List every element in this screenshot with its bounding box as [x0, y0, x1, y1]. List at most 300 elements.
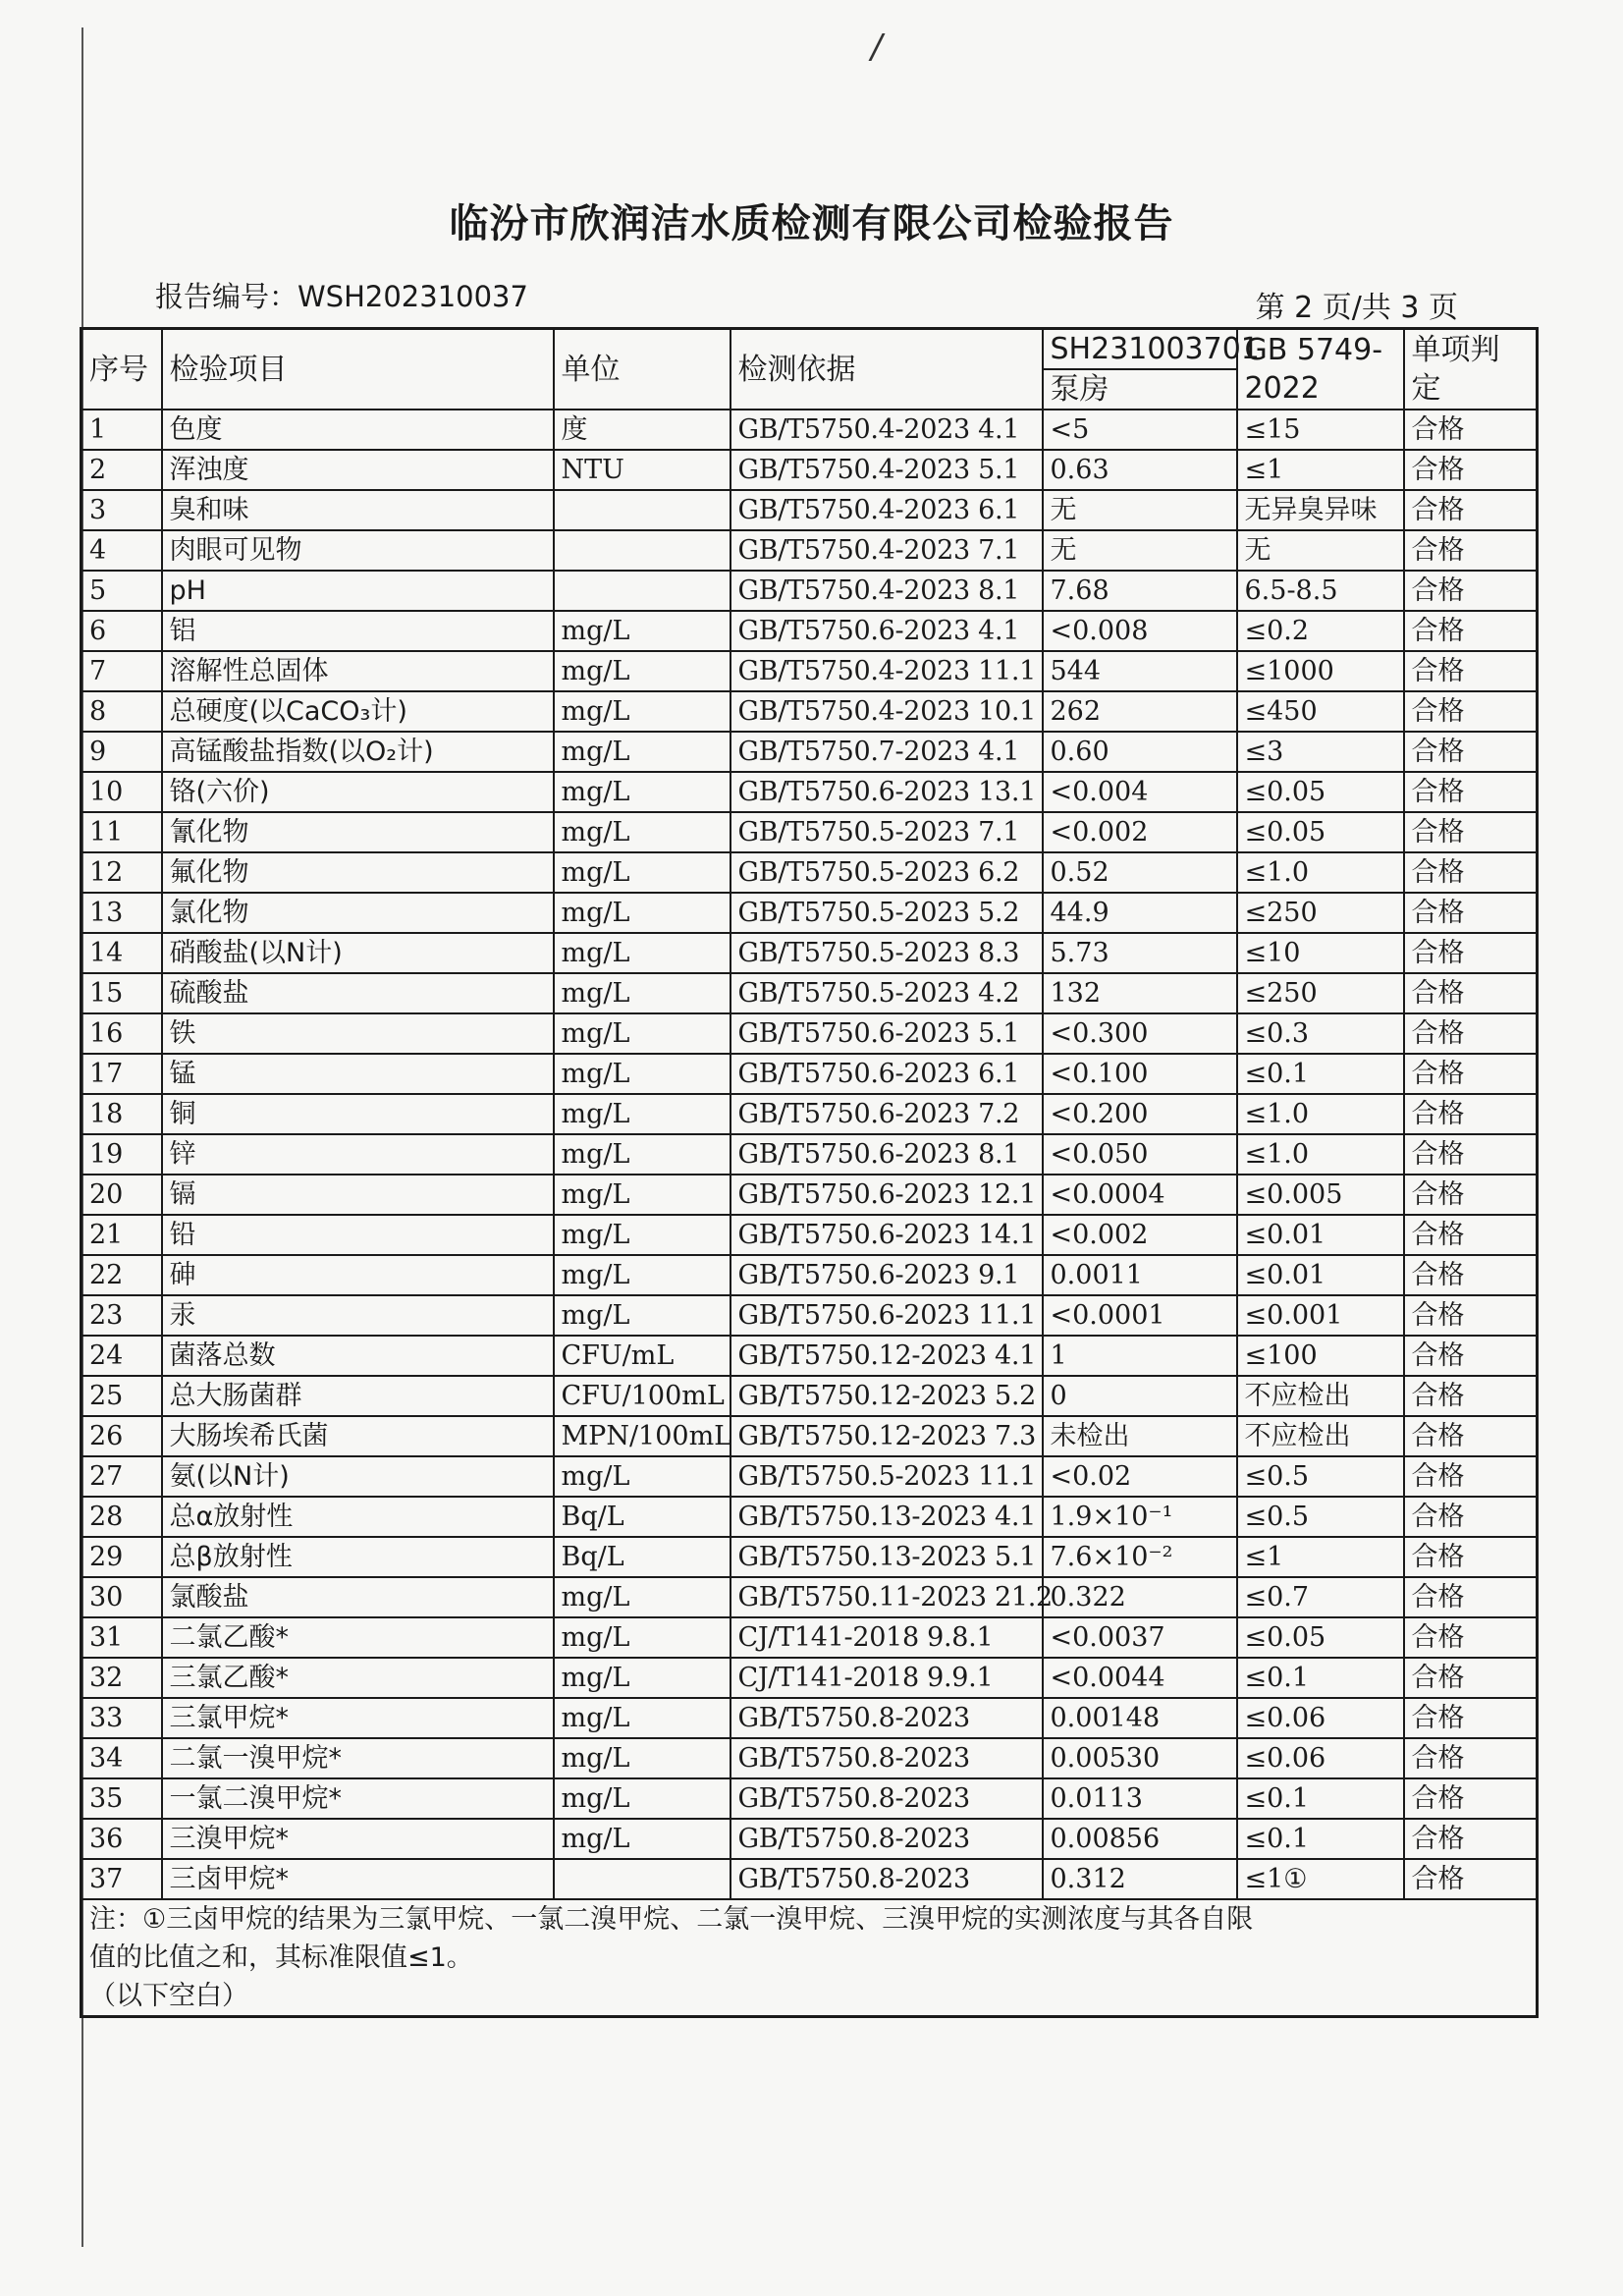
- row-limit: ≤0.2: [1237, 611, 1404, 651]
- table-row: [81, 1819, 1538, 1859]
- row-limit: ≤0.3: [1237, 1013, 1404, 1054]
- row-limit: ≤0.05: [1237, 772, 1404, 812]
- row-result: <0.008: [1043, 611, 1237, 651]
- header-method: 检测依据: [730, 329, 1043, 410]
- row-item: 高锰酸盐指数(以O₂计): [162, 732, 554, 772]
- row-method: GB/T5750.4-2023 11.1: [730, 651, 1043, 691]
- table-row: [81, 1698, 1538, 1738]
- row-limit: ≤0.1: [1237, 1778, 1404, 1819]
- row-limit: ≤1.0: [1237, 1134, 1404, 1175]
- table-row: [81, 1778, 1538, 1819]
- row-limit: ≤100: [1237, 1336, 1404, 1376]
- row-method: CJ/T141-2018 9.9.1: [730, 1658, 1043, 1698]
- row-judgement: 合格: [1404, 450, 1538, 490]
- row-limit: ≤250: [1237, 893, 1404, 933]
- table-row: [81, 530, 1538, 571]
- table-row: [81, 611, 1538, 651]
- row-item: 色度: [162, 410, 554, 450]
- row-method: GB/T5750.4-2023 7.1: [730, 530, 1043, 571]
- row-limit: ≤0.05: [1237, 812, 1404, 852]
- row-limit: 无异臭异味: [1237, 490, 1404, 530]
- table-row: [81, 812, 1538, 852]
- row-limit: 6.5-8.5: [1237, 571, 1404, 611]
- row-item: 氯化物: [162, 893, 554, 933]
- row-item: 砷: [162, 1255, 554, 1295]
- row-result: 0.63: [1043, 450, 1237, 490]
- row-judgement: 合格: [1404, 1617, 1538, 1658]
- table-row: [81, 1094, 1538, 1134]
- row-method: GB/T5750.6-2023 8.1: [730, 1134, 1043, 1175]
- row-seq: 37: [81, 1859, 162, 1899]
- row-seq: 24: [81, 1336, 162, 1376]
- header-seq: 序号: [81, 329, 162, 410]
- row-unit: mg/L: [554, 1295, 730, 1336]
- row-judgement: 合格: [1404, 410, 1538, 450]
- row-item: 三溴甲烷*: [162, 1819, 554, 1859]
- row-seq: 22: [81, 1255, 162, 1295]
- row-judgement: 合格: [1404, 490, 1538, 530]
- row-seq: 17: [81, 1054, 162, 1094]
- row-seq: 12: [81, 852, 162, 893]
- row-limit: ≤1000: [1237, 651, 1404, 691]
- row-limit: ≤0.5: [1237, 1456, 1404, 1497]
- row-item: 总β放射性: [162, 1537, 554, 1577]
- row-seq: 30: [81, 1577, 162, 1617]
- row-judgement: 合格: [1404, 1497, 1538, 1537]
- table-row: [81, 1537, 1538, 1577]
- row-item: 溶解性总固体: [162, 651, 554, 691]
- row-item: pH: [162, 571, 554, 611]
- row-method: GB/T5750.8-2023: [730, 1778, 1043, 1819]
- row-item: 一氯二溴甲烷*: [162, 1778, 554, 1819]
- row-method: GB/T5750.11-2023 21.2: [730, 1577, 1043, 1617]
- row-method: GB/T5750.5-2023 5.2: [730, 893, 1043, 933]
- row-limit: ≤3: [1237, 732, 1404, 772]
- table-row: [81, 450, 1538, 490]
- row-seq: 34: [81, 1738, 162, 1778]
- row-unit: mg/L: [554, 852, 730, 893]
- row-limit: ≤10: [1237, 933, 1404, 973]
- row-result: <0.0004: [1043, 1175, 1237, 1215]
- row-judgement: 合格: [1404, 812, 1538, 852]
- row-unit: [554, 490, 730, 530]
- row-item: 锌: [162, 1134, 554, 1175]
- row-seq: 36: [81, 1819, 162, 1859]
- row-unit: mg/L: [554, 933, 730, 973]
- row-item: 铜: [162, 1094, 554, 1134]
- row-seq: 13: [81, 893, 162, 933]
- row-method: GB/T5750.5-2023 8.3: [730, 933, 1043, 973]
- row-limit: ≤15: [1237, 410, 1404, 450]
- row-judgement: 合格: [1404, 691, 1538, 732]
- row-seq: 33: [81, 1698, 162, 1738]
- row-unit: mg/L: [554, 1617, 730, 1658]
- row-seq: 26: [81, 1416, 162, 1456]
- report-title: 临汾市欣润洁水质检测有限公司检验报告: [449, 201, 1174, 246]
- row-limit: ≤0.1: [1237, 1819, 1404, 1859]
- table-row: [81, 1738, 1538, 1778]
- table-row: [81, 1295, 1538, 1336]
- row-result: <0.002: [1043, 1215, 1237, 1255]
- row-method: GB/T5750.4-2023 8.1: [730, 571, 1043, 611]
- row-result: 262: [1043, 691, 1237, 732]
- row-result: <0.0001: [1043, 1295, 1237, 1336]
- row-item: 镉: [162, 1175, 554, 1215]
- row-unit: Bq/L: [554, 1497, 730, 1537]
- row-item: 锰: [162, 1054, 554, 1094]
- row-unit: mg/L: [554, 772, 730, 812]
- row-item: 二氯乙酸*: [162, 1617, 554, 1658]
- header-judgement: 单项判定: [1404, 329, 1538, 410]
- table-row: [81, 772, 1538, 812]
- row-item: 汞: [162, 1295, 554, 1336]
- row-judgement: 合格: [1404, 1819, 1538, 1859]
- row-item: 二氯一溴甲烷*: [162, 1738, 554, 1778]
- row-seq: 21: [81, 1215, 162, 1255]
- table-row: [81, 410, 1538, 450]
- row-unit: mg/L: [554, 1778, 730, 1819]
- row-result: 0.00856: [1043, 1819, 1237, 1859]
- row-method: GB/T5750.8-2023: [730, 1698, 1043, 1738]
- row-result: <0.0037: [1043, 1617, 1237, 1658]
- row-seq: 6: [81, 611, 162, 651]
- header-unit: 单位: [554, 329, 730, 410]
- row-item: 氨(以N计): [162, 1456, 554, 1497]
- row-judgement: 合格: [1404, 852, 1538, 893]
- row-judgement: 合格: [1404, 893, 1538, 933]
- row-method: GB/T5750.8-2023: [730, 1738, 1043, 1778]
- row-seq: 4: [81, 530, 162, 571]
- row-item: 三氯乙酸*: [162, 1658, 554, 1698]
- row-limit: ≤0.05: [1237, 1617, 1404, 1658]
- row-method: GB/T5750.6-2023 12.1: [730, 1175, 1043, 1215]
- row-result: <0.200: [1043, 1094, 1237, 1134]
- row-item: 总α放射性: [162, 1497, 554, 1537]
- notes-cell: [81, 1899, 1538, 2017]
- row-method: GB/T5750.8-2023: [730, 1819, 1043, 1859]
- row-result: 0: [1043, 1376, 1237, 1416]
- header-item: 检验项目: [162, 329, 554, 410]
- row-unit: mg/L: [554, 1738, 730, 1778]
- row-result: 0.0113: [1043, 1778, 1237, 1819]
- row-item: 铅: [162, 1215, 554, 1255]
- row-judgement: 合格: [1404, 1658, 1538, 1698]
- row-item: 臭和味: [162, 490, 554, 530]
- row-unit: NTU: [554, 450, 730, 490]
- row-limit: 无: [1237, 530, 1404, 571]
- row-unit: mg/L: [554, 1013, 730, 1054]
- table-row: [81, 1577, 1538, 1617]
- row-seq: 28: [81, 1497, 162, 1537]
- row-seq: 8: [81, 691, 162, 732]
- row-method: GB/T5750.4-2023 10.1: [730, 691, 1043, 732]
- row-result: 0.60: [1043, 732, 1237, 772]
- row-seq: 11: [81, 812, 162, 852]
- row-judgement: 合格: [1404, 1336, 1538, 1376]
- row-unit: mg/L: [554, 1819, 730, 1859]
- row-seq: 35: [81, 1778, 162, 1819]
- row-limit: ≤0.5: [1237, 1497, 1404, 1537]
- row-seq: 27: [81, 1456, 162, 1497]
- row-limit: ≤1.0: [1237, 1094, 1404, 1134]
- table-row: [81, 1376, 1538, 1416]
- row-item: 肉眼可见物: [162, 530, 554, 571]
- table-row: [81, 852, 1538, 893]
- table-row: [81, 1416, 1538, 1456]
- row-limit: 不应检出: [1237, 1416, 1404, 1456]
- row-method: GB/T5750.6-2023 14.1: [730, 1215, 1043, 1255]
- row-method: GB/T5750.4-2023 6.1: [730, 490, 1043, 530]
- row-seq: 3: [81, 490, 162, 530]
- results-table: [80, 327, 1539, 2018]
- row-judgement: 合格: [1404, 530, 1538, 571]
- row-seq: 14: [81, 933, 162, 973]
- row-result: 132: [1043, 973, 1237, 1013]
- row-unit: 度: [554, 410, 730, 450]
- row-unit: mg/L: [554, 1577, 730, 1617]
- row-unit: [554, 1859, 730, 1899]
- row-judgement: 合格: [1404, 973, 1538, 1013]
- row-limit: ≤0.1: [1237, 1054, 1404, 1094]
- row-unit: mg/L: [554, 973, 730, 1013]
- row-unit: MPN/100mL: [554, 1416, 730, 1456]
- row-item: 浑浊度: [162, 450, 554, 490]
- header-standard: GB 5749-2022: [1237, 329, 1404, 410]
- row-unit: mg/L: [554, 893, 730, 933]
- row-limit: 不应检出: [1237, 1376, 1404, 1416]
- row-seq: 29: [81, 1537, 162, 1577]
- table-row: [81, 1215, 1538, 1255]
- row-result: <0.02: [1043, 1456, 1237, 1497]
- row-item: 大肠埃希氏菌: [162, 1416, 554, 1456]
- row-method: GB/T5750.6-2023 4.1: [730, 611, 1043, 651]
- row-unit: mg/L: [554, 1456, 730, 1497]
- row-method: GB/T5750.5-2023 11.1: [730, 1456, 1043, 1497]
- row-unit: CFU/mL: [554, 1336, 730, 1376]
- table-row: [81, 1336, 1538, 1376]
- row-item: 菌落总数: [162, 1336, 554, 1376]
- row-method: GB/T5750.4-2023 5.1: [730, 450, 1043, 490]
- report-number: 报告编号：WSH202310037: [155, 280, 528, 313]
- row-judgement: 合格: [1404, 933, 1538, 973]
- row-result: 1.9×10⁻¹: [1043, 1497, 1237, 1537]
- row-result: <0.100: [1043, 1054, 1237, 1094]
- row-unit: [554, 530, 730, 571]
- row-judgement: 合格: [1404, 1778, 1538, 1819]
- row-seq: 31: [81, 1617, 162, 1658]
- row-seq: 5: [81, 571, 162, 611]
- row-result: 7.6×10⁻²: [1043, 1537, 1237, 1577]
- table-row: [81, 651, 1538, 691]
- row-result: 0.00148: [1043, 1698, 1237, 1738]
- row-seq: 32: [81, 1658, 162, 1698]
- row-method: GB/T5750.6-2023 5.1: [730, 1013, 1043, 1054]
- row-result: 7.68: [1043, 571, 1237, 611]
- row-unit: mg/L: [554, 1054, 730, 1094]
- row-method: GB/T5750.12-2023 7.3: [730, 1416, 1043, 1456]
- row-method: GB/T5750.5-2023 7.1: [730, 812, 1043, 852]
- row-result: <0.0044: [1043, 1658, 1237, 1698]
- row-limit: ≤1①: [1237, 1859, 1404, 1899]
- table-row: [81, 1013, 1538, 1054]
- row-result: 无: [1043, 530, 1237, 571]
- table-row: [81, 893, 1538, 933]
- page-indicator: 第 2 页/共 3 页: [1255, 291, 1458, 325]
- row-item: 硝酸盐(以N计): [162, 933, 554, 973]
- row-method: GB/T5750.12-2023 5.2: [730, 1376, 1043, 1416]
- row-result: 无: [1043, 490, 1237, 530]
- row-judgement: 合格: [1404, 1738, 1538, 1778]
- row-method: GB/T5750.12-2023 4.1: [730, 1336, 1043, 1376]
- row-limit: ≤1: [1237, 450, 1404, 490]
- table-row: [81, 571, 1538, 611]
- table-row: [81, 973, 1538, 1013]
- row-seq: 25: [81, 1376, 162, 1416]
- row-result: 0.0011: [1043, 1255, 1237, 1295]
- row-judgement: 合格: [1404, 1416, 1538, 1456]
- row-judgement: 合格: [1404, 651, 1538, 691]
- header-sample-location: 泵房: [1043, 369, 1237, 410]
- row-method: GB/T5750.13-2023 4.1: [730, 1497, 1043, 1537]
- row-result: <0.004: [1043, 772, 1237, 812]
- row-method: GB/T5750.6-2023 11.1: [730, 1295, 1043, 1336]
- row-seq: 16: [81, 1013, 162, 1054]
- note-line-3: （以下空白）: [89, 1981, 248, 2011]
- row-limit: ≤0.001: [1237, 1295, 1404, 1336]
- row-seq: 18: [81, 1094, 162, 1134]
- table-row: [81, 1859, 1538, 1899]
- row-result: 1: [1043, 1336, 1237, 1376]
- row-unit: mg/L: [554, 1215, 730, 1255]
- table-row: [81, 1054, 1538, 1094]
- row-judgement: 合格: [1404, 1215, 1538, 1255]
- row-seq: 1: [81, 410, 162, 450]
- row-unit: Bq/L: [554, 1537, 730, 1577]
- row-item: 总大肠菌群: [162, 1376, 554, 1416]
- row-item: 三卤甲烷*: [162, 1859, 554, 1899]
- row-unit: mg/L: [554, 1094, 730, 1134]
- row-unit: mg/L: [554, 1134, 730, 1175]
- row-unit: mg/L: [554, 611, 730, 651]
- row-result: 0.312: [1043, 1859, 1237, 1899]
- row-judgement: 合格: [1404, 1175, 1538, 1215]
- row-item: 铬(六价): [162, 772, 554, 812]
- row-result: 0.00530: [1043, 1738, 1237, 1778]
- row-limit: ≤1: [1237, 1537, 1404, 1577]
- row-method: GB/T5750.6-2023 13.1: [730, 772, 1043, 812]
- table-row: [81, 1497, 1538, 1537]
- table-row: [81, 1134, 1538, 1175]
- row-method: GB/T5750.6-2023 6.1: [730, 1054, 1043, 1094]
- row-item: 氟化物: [162, 852, 554, 893]
- row-judgement: 合格: [1404, 1456, 1538, 1497]
- row-limit: ≤0.01: [1237, 1215, 1404, 1255]
- row-method: GB/T5750.5-2023 6.2: [730, 852, 1043, 893]
- note-line-1: 注：①三卤甲烷的结果为三氯甲烷、一氯二溴甲烷、二氯一溴甲烷、三溴甲烷的实测浓度与其各自限: [89, 1904, 1254, 1935]
- results-body: [81, 410, 1538, 1899]
- table-row: [81, 691, 1538, 732]
- row-method: GB/T5750.8-2023: [730, 1859, 1043, 1899]
- row-unit: mg/L: [554, 691, 730, 732]
- row-item: 硫酸盐: [162, 973, 554, 1013]
- row-item: 氰化物: [162, 812, 554, 852]
- row-item: 三氯甲烷*: [162, 1698, 554, 1738]
- row-unit: mg/L: [554, 812, 730, 852]
- row-unit: CFU/100mL: [554, 1376, 730, 1416]
- row-seq: 7: [81, 651, 162, 691]
- row-result: 0.52: [1043, 852, 1237, 893]
- table-row: [81, 732, 1538, 772]
- row-item: 铁: [162, 1013, 554, 1054]
- table-row: [81, 1255, 1538, 1295]
- row-method: GB/T5750.4-2023 4.1: [730, 410, 1043, 450]
- row-judgement: 合格: [1404, 1054, 1538, 1094]
- row-item: 氯酸盐: [162, 1577, 554, 1617]
- row-limit: ≤250: [1237, 973, 1404, 1013]
- row-unit: mg/L: [554, 1658, 730, 1698]
- row-method: GB/T5750.5-2023 4.2: [730, 973, 1043, 1013]
- row-item: 铝: [162, 611, 554, 651]
- header-sample-id: SH231003701: [1043, 329, 1237, 370]
- row-seq: 2: [81, 450, 162, 490]
- row-limit: ≤0.7: [1237, 1577, 1404, 1617]
- row-result: 44.9: [1043, 893, 1237, 933]
- row-judgement: 合格: [1404, 571, 1538, 611]
- row-item: 总硬度(以CaCO₃计): [162, 691, 554, 732]
- row-result: <5: [1043, 410, 1237, 450]
- row-limit: ≤0.1: [1237, 1658, 1404, 1698]
- row-limit: ≤450: [1237, 691, 1404, 732]
- header-row: [81, 329, 1538, 370]
- table-row: [81, 1617, 1538, 1658]
- row-judgement: 合格: [1404, 1577, 1538, 1617]
- row-method: GB/T5750.13-2023 5.1: [730, 1537, 1043, 1577]
- row-result: 未检出: [1043, 1416, 1237, 1456]
- row-judgement: 合格: [1404, 1013, 1538, 1054]
- row-result: <0.300: [1043, 1013, 1237, 1054]
- row-unit: mg/L: [554, 732, 730, 772]
- row-seq: 15: [81, 973, 162, 1013]
- row-judgement: 合格: [1404, 1295, 1538, 1336]
- row-seq: 10: [81, 772, 162, 812]
- table-row: [81, 1175, 1538, 1215]
- row-limit: ≤1.0: [1237, 852, 1404, 893]
- table-row: [81, 933, 1538, 973]
- table-row: [81, 1456, 1538, 1497]
- row-method: GB/T5750.6-2023 7.2: [730, 1094, 1043, 1134]
- row-seq: 23: [81, 1295, 162, 1336]
- row-seq: 9: [81, 732, 162, 772]
- row-limit: ≤0.01: [1237, 1255, 1404, 1295]
- row-judgement: 合格: [1404, 1859, 1538, 1899]
- row-judgement: 合格: [1404, 1698, 1538, 1738]
- page-mark: /: [871, 27, 883, 67]
- row-judgement: 合格: [1404, 1094, 1538, 1134]
- row-result: 5.73: [1043, 933, 1237, 973]
- row-judgement: 合格: [1404, 732, 1538, 772]
- row-result: <0.050: [1043, 1134, 1237, 1175]
- row-judgement: 合格: [1404, 1376, 1538, 1416]
- row-limit: ≤0.06: [1237, 1738, 1404, 1778]
- row-judgement: 合格: [1404, 611, 1538, 651]
- row-limit: ≤0.06: [1237, 1698, 1404, 1738]
- row-unit: [554, 571, 730, 611]
- row-seq: 20: [81, 1175, 162, 1215]
- note-line-2: 值的比值之和，其标准限值≤1。: [89, 1942, 473, 1973]
- row-result: 0.322: [1043, 1577, 1237, 1617]
- row-limit: ≤0.005: [1237, 1175, 1404, 1215]
- row-judgement: 合格: [1404, 772, 1538, 812]
